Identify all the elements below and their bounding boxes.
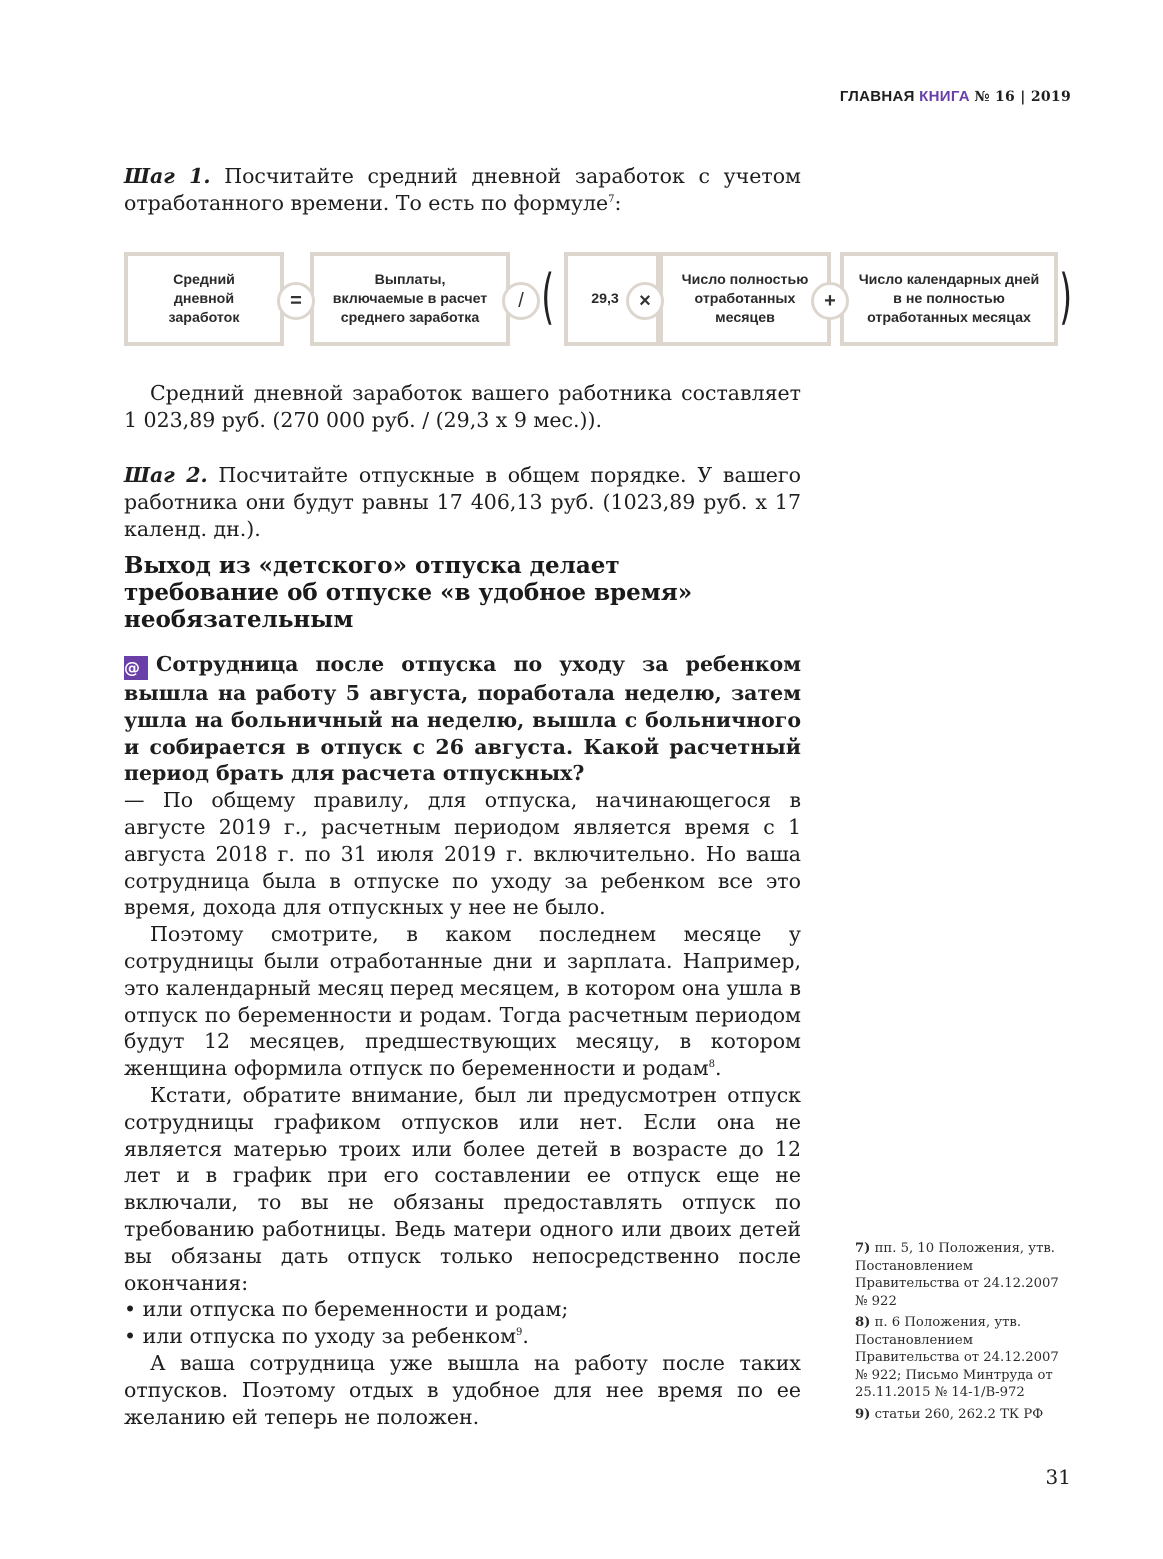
- page-number: 31: [1045, 1465, 1071, 1489]
- question-text: Сотрудница после отпуска по уходу за ребенком вышла на работу 5 августа, поработала неделю, затем ушла на больничный на неделю, вышла с больничного и собирается в отпуск с 26 августа. Какой расчетный период брать для расчета отпускных?: [124, 652, 801, 786]
- formula-box-result: [124, 252, 284, 346]
- answer-paragraph-3: Кстати, обратите внимание, был ли предусмотрен отпуск сотрудницы графиком отпусков или нет. Если она не является матерью троих или более детей в возрасте до 12 лет и в график при его составлении ее отпуск еще не включали, то вы не обязаны предоставлять отпуск по требованию работницы. Ведь матери одного или двоих детей вы обязаны дать отпуск только непосредственно после окончания:: [124, 1082, 801, 1295]
- footnote-ref-8: 8: [708, 1059, 716, 1071]
- formula-full-months-label: Число полностью отработанных месяцев: [681, 271, 809, 326]
- step1-paragraph: [124, 163, 801, 217]
- formula-box-partial-days: [840, 252, 1058, 346]
- formula-payments-label: Выплаты, включаемые в расчет среднего заработка: [332, 271, 488, 326]
- average-earnings-formula: [124, 252, 1073, 346]
- footnote-9: 9) статьи 260, 262.2 ТК РФ: [855, 1406, 1044, 1422]
- bullet-item-1: • или отпуска по беременности и родам;: [124, 1297, 569, 1322]
- issue-number: № 16 | 2019: [974, 89, 1071, 105]
- answer-paragraph-2: Поэтому смотрите, в каком последнем месяце у сотрудницы были отработанные дни и зарплата. Например, это календарный месяц перед месяцем, в котором она ушла в отпуск по беременности и родам. Тогда расчетным периодом будут 12 месяцев, предшествующих месяцу, в котором женщина оформила отпуск по беременности и родам$^8$.: [124, 922, 801, 1081]
- step2-label: Шаг 2.: [124, 463, 208, 487]
- formula-coefficient: 29,3: [591, 290, 619, 307]
- close-parenthesis: ): [1059, 262, 1073, 332]
- journal-header: [840, 88, 1071, 105]
- multiply-sign: ×: [626, 282, 664, 320]
- footnote-7: 7) пп. 5, 10 Положения, утв. Постановлением Правительства от 24.12.2007 № 922: [855, 1241, 1059, 1309]
- brand-accent: КНИГА: [919, 88, 970, 105]
- qa-block: [124, 651, 801, 1430]
- at-sign-icon: @: [124, 656, 148, 680]
- footnotes: [855, 1240, 1075, 1427]
- step1-tail: :: [614, 190, 622, 215]
- open-parenthesis: (: [541, 262, 555, 332]
- formula-result-label: Средний дневной заработок: [168, 271, 240, 326]
- brand-main: ГЛАВНАЯ: [839, 88, 915, 105]
- answer-paragraph-4: А ваша сотрудница уже вышла на работу после таких отпусков. Поэтому отдых в удобное для нее время по ее желанию ей теперь не положен.: [124, 1350, 801, 1429]
- equals-sign: =: [277, 282, 315, 320]
- step2-text: Посчитайте отпускные в общем порядке. У вашего работника они будут равны 17 406,13 руб. (1023,89 руб. х 17 календ. дн.).: [124, 463, 801, 541]
- formula-partial-days-label: Число календарных дней в не полностью отработанных месяцах: [858, 271, 1040, 326]
- example-paragraph: Средний дневной заработок вашего работника составляет 1 023,89 руб. (270 000 руб. / (29,3 х 9 мес.)).: [124, 381, 801, 432]
- step1-label: Шаг 1.: [124, 164, 211, 188]
- footnote-ref-7: 7: [608, 193, 615, 205]
- bullet-item-2: • или отпуска по уходу за ребенком$^9$.: [124, 1324, 529, 1349]
- section-title: Выход из «детского» отпуска делает требование об отпуске «в удобное время» необязательным: [124, 552, 693, 633]
- question-paragraph: [124, 651, 801, 787]
- step2-paragraph: [124, 462, 801, 542]
- footnote-ref-9: 9: [516, 1327, 523, 1339]
- formula-box-payments: [310, 252, 510, 346]
- footnote-8: 8) п. 6 Положения, утв. Постановлением Правительства от 24.12.2007 № 922; Письмо Минтруда от 25.11.2015 № 14-1/В-972: [855, 1315, 1059, 1400]
- step1-text: Посчитайте средний дневной заработок с учетом отработанного времени. То есть по формуле: [124, 164, 801, 215]
- plus-sign: +: [811, 282, 849, 320]
- division-sign: /: [502, 282, 540, 320]
- formula-box-full-months: [659, 252, 831, 346]
- answer-paragraph-1: — По общему правилу, для отпуска, начинающегося в августе 2019 г., расчетным периодом является время с 1 августа 2018 г. по 31 июля 2019 г. включительно. Но ваша сотрудница была в отпуске по уходу за ребенком все это время, дохода для отпускных у нее не было.: [124, 788, 801, 920]
